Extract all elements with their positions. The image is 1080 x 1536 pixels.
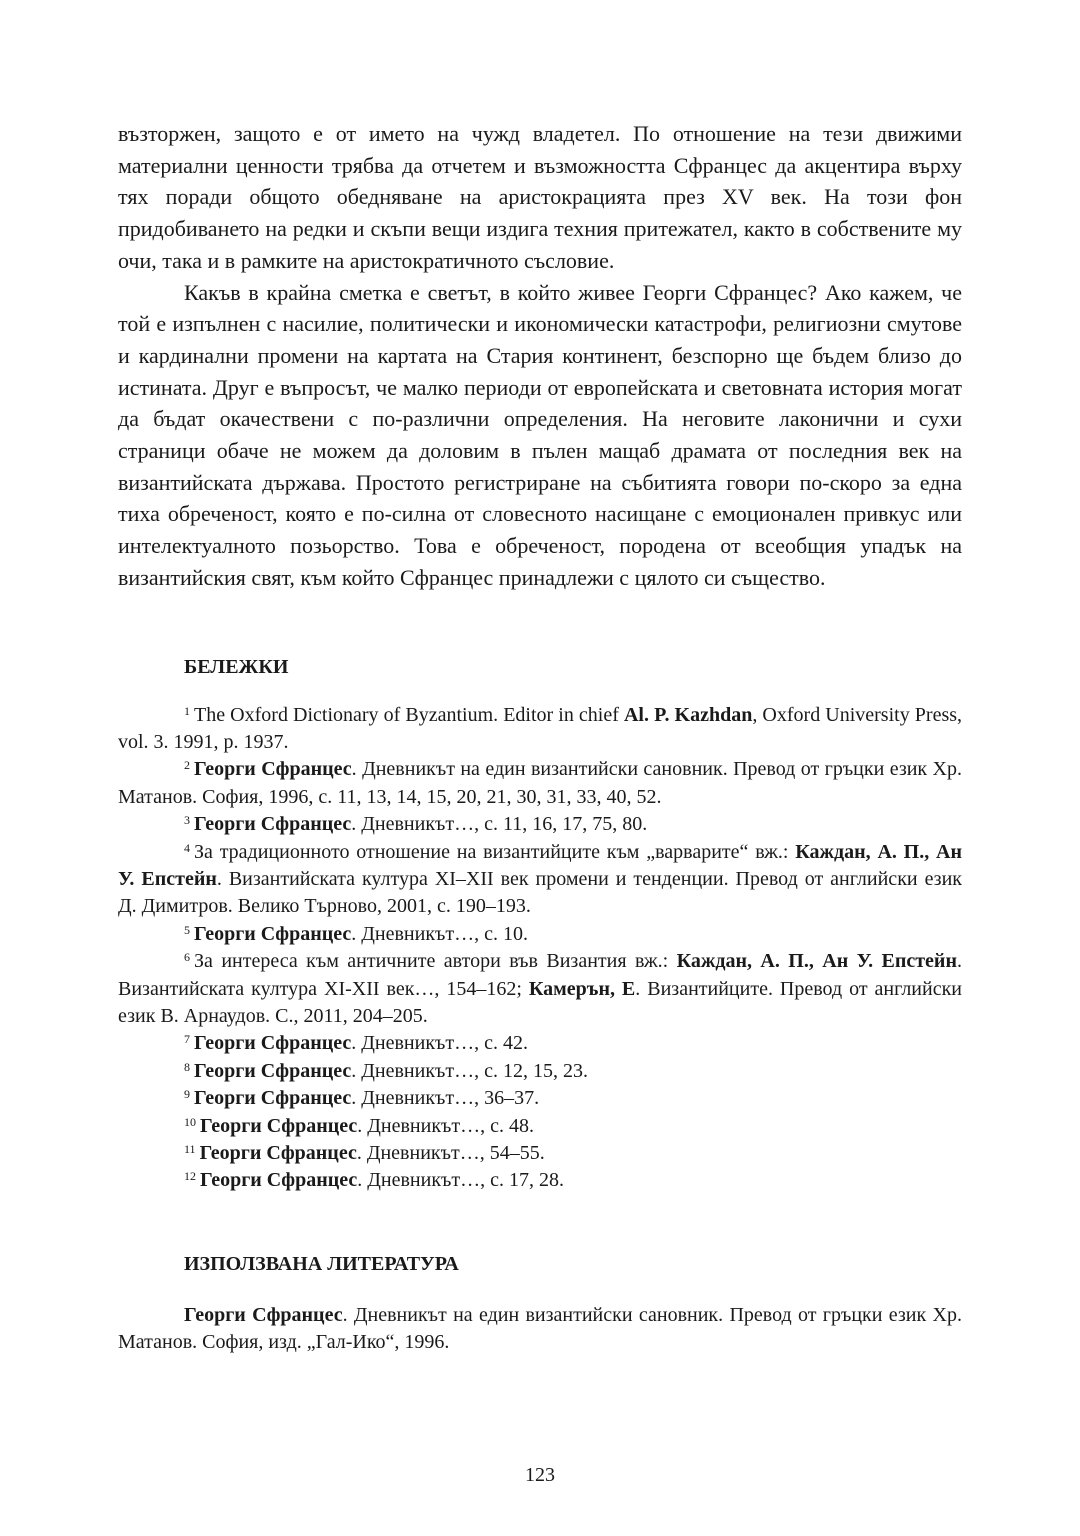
literature-author: Георги Сфранцес bbox=[184, 1303, 343, 1326]
footnote-text: . Дневникът…, 54–55. bbox=[356, 1142, 545, 1165]
footnote-author: Al. P. Kazhdan bbox=[623, 703, 753, 726]
footnote-text: . Дневникът…, с. 12, 15, 23. bbox=[351, 1059, 589, 1082]
footnote-text: . Дневникът на един византийски сановник. Превод от гръцки език Хр. Матанов. София, 1996, с. 11, 13, 14, 15, 20, 21, 30, 31, 33, 40, 52. bbox=[118, 758, 962, 808]
footnote-author: Георги Сфранцес bbox=[194, 922, 352, 945]
footnote-number: 12 bbox=[184, 1169, 196, 1184]
footnote-number: 1 bbox=[184, 703, 190, 718]
footnote-text: . Дневникът…, с. 42. bbox=[351, 1032, 529, 1055]
footnote-number: 3 bbox=[184, 813, 190, 828]
footnote-4 bbox=[118, 839, 962, 921]
footnote-8 bbox=[118, 1058, 962, 1085]
footnote-author: Георги Сфранцес bbox=[194, 813, 352, 836]
footnote-6 bbox=[118, 948, 962, 1030]
footnote-number: 11 bbox=[184, 1142, 196, 1157]
footnote-author: Георги Сфранцес bbox=[194, 1059, 352, 1082]
footnote-5 bbox=[118, 921, 962, 948]
footnote-10 bbox=[118, 1113, 962, 1140]
body-paragraph: Какъв в крайна сметка е светът, в който живее Георги Сфранцес? Ако кажем, че той е изпълнен с насилие, политически и икономически катастрофи, религиозни смутове и кардинални промени на картата на Стария континент, безспорно ще бъдем близо до истината. Друг е въпросът, че малко периоди от европейската и световната история могат да бъдат окачествени с по-различни определения. На неговите лаконични и сухи страници обаче не можем да доловим в пълен мащаб драмата от последния век на византийската държава. Простото регистриране на събитията говори по-скоро за една тиха обреченост, която е по-силна от словесното насищане с емоционален привкус или интелектуалното позьорство. Това е обреченост, породена от всеобщия упадък на византийския свят, към който Сфранцес принадлежи с цялото си същество. bbox=[118, 279, 962, 590]
footnote-11 bbox=[118, 1140, 962, 1167]
footnote-text: За интереса към античните автори във Византия вж.: bbox=[194, 950, 677, 973]
footnote-text: The Oxford Dictionary of Byzantium. Editor in chief bbox=[194, 703, 624, 726]
footnote-text: . Дневникът…, с. 17, 28. bbox=[357, 1169, 565, 1192]
footnote-text: . Византийската култура XI–XII век промени и тенденции. Превод от английски език Д. Димитров. Велико Търново, 2001, с. 190–193. bbox=[118, 867, 963, 918]
literature-heading: ИЗПОЛЗВАНА ЛИТЕРАТУРА bbox=[184, 1252, 459, 1275]
footnote-2 bbox=[118, 756, 962, 811]
body-text bbox=[118, 118, 962, 594]
literature-entry bbox=[118, 1302, 962, 1357]
footnote-author: Каждан, А. П., Ан У. Епстейн bbox=[676, 950, 957, 973]
footnote-author: Георги Сфранцес bbox=[200, 1114, 358, 1137]
footnote-number: 4 bbox=[184, 840, 190, 855]
footnote-text: . Дневникът…, с. 48. bbox=[357, 1114, 535, 1137]
footnote-author: Камерън, Е bbox=[528, 977, 636, 1000]
footnote-author: Георги Сфранцес bbox=[194, 758, 352, 781]
body-paragraph: възторжен, защото е от името на чужд владетел. По отношение на тези движими материални ценности трябва да отчетем и възможността Сфранцес да акцентира върху тях поради общото обедняване на аристокрацията през XV век. На този фон придобиването на редки и скъпи вещи издига техния притежател, както в собствените му очи, така и в рамките на аристократичното съсловие. bbox=[118, 121, 962, 273]
footnote-author: Георги Сфранцес bbox=[194, 1032, 352, 1055]
footnote-number: 2 bbox=[184, 758, 190, 773]
footnote-9 bbox=[118, 1085, 962, 1112]
footnote-text: За традиционното отношение на византийците към „варварите“ вж.: bbox=[194, 840, 796, 863]
footnote-number: 9 bbox=[184, 1087, 190, 1102]
footnote-author: Георги Сфранцес bbox=[200, 1169, 358, 1192]
footnote-text: . Византийската култура XI-XII век…, 154–162; bbox=[118, 950, 962, 1000]
footnote-text: . Дневникът…, 36–37. bbox=[351, 1087, 540, 1110]
footnote-text: . Дневникът…, с. 11, 16, 17, 75, 80. bbox=[351, 813, 648, 836]
footnote-number: 8 bbox=[184, 1059, 190, 1074]
footnote-number: 6 bbox=[184, 950, 190, 965]
footnote-3 bbox=[118, 811, 962, 838]
footnote-author: Георги Сфранцес bbox=[199, 1142, 357, 1165]
notes-list bbox=[118, 702, 962, 1195]
notes-heading: БЕЛЕЖКИ bbox=[184, 655, 289, 678]
footnote-number: 10 bbox=[184, 1114, 196, 1129]
footnote-number: 7 bbox=[184, 1032, 190, 1047]
footnote-author: Каждан, А. П., Ан У. Епстейн bbox=[118, 840, 962, 890]
literature-list bbox=[118, 1302, 962, 1357]
page-content bbox=[118, 118, 962, 1357]
footnote-author: Георги Сфранцес bbox=[194, 1087, 352, 1110]
footnote-text: , Oxford University Press, vol. 3. 1991, p. 1937. bbox=[118, 703, 963, 753]
footnote-7 bbox=[118, 1030, 962, 1057]
footnote-number: 5 bbox=[184, 922, 190, 937]
footnote-text: . Дневникът…, с. 10. bbox=[351, 922, 529, 945]
footnote-1 bbox=[118, 702, 962, 757]
footnote-text: . Византийците. Превод от английски език В. Арнаудов. С., 2011, 204–205. bbox=[118, 977, 962, 1028]
page-number: 123 bbox=[525, 1464, 555, 1486]
literature-text: . Дневникът на един византийски сановник. Превод от гръцки език Хр. Матанов. София, изд. „Гал-Ико“, 1996. bbox=[118, 1303, 962, 1354]
footnote-12 bbox=[118, 1167, 962, 1194]
